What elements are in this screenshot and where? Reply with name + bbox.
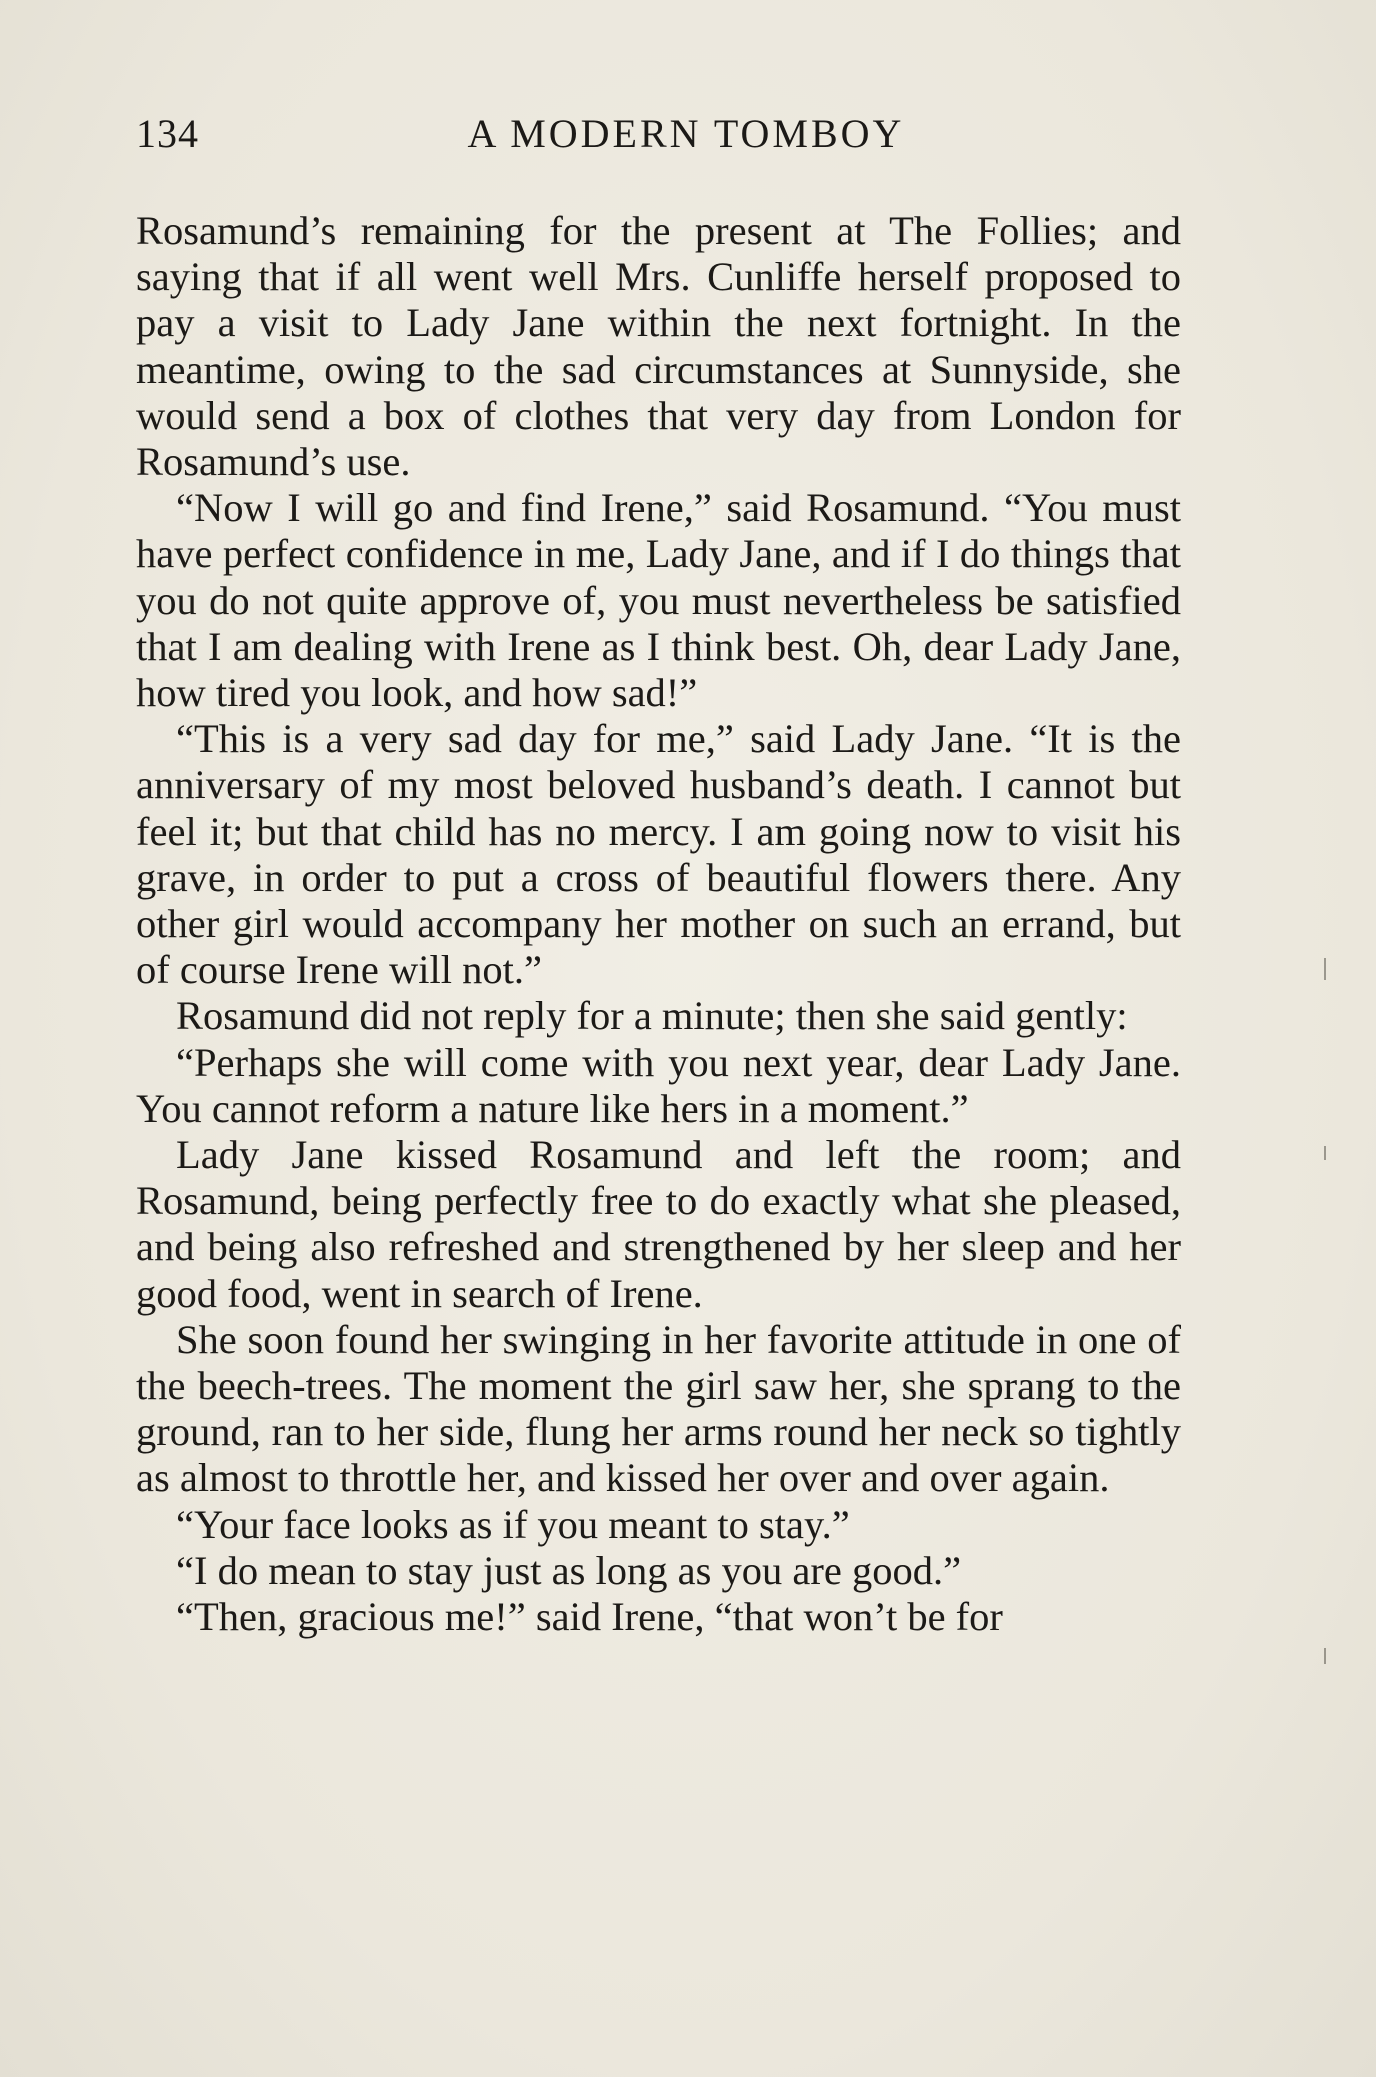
paragraph-1: Rosamund’s remaining for the present at The Follies; and saying that if all went well Mrs. Cunliffe herself proposed to pay a visit to Lady Jane within the next fortnight. In the meantime, owing to the sad circumstances at Sunnyside, she would send a box of clothes that very day from London for Rosamund’s use. [136, 208, 1181, 485]
paragraph-4: Rosamund did not reply for a minute; then she said gently: [176, 993, 1128, 1039]
paragraph-8: “Your face looks as if you meant to stay.” [176, 1501, 850, 1547]
paragraph-2: “Now I will go and find Irene,” said Rosamund. “You must have perfect confidence in me, Lady Jane, and if I do things that you do not quite approve of, you must nevertheless be satisfied that I am dealing with Irene as I think best. Oh, dear Lady Jane, how tired you look, and how sad!” [136, 485, 1181, 716]
body-text [136, 208, 1181, 1640]
margin-mark [1324, 1648, 1326, 1664]
paragraph-5: “Perhaps she will come with you next year, dear Lady Jane. You cannot reform a nature like hers in a moment.” [136, 1039, 1181, 1131]
paragraph-3: “This is a very sad day for me,” said Lady Jane. “It is the anniversary of my most beloved husband’s death. I cannot but feel it; but that child has no mercy. I am going now to visit his grave, in order to put a cross of beautiful flowers there. Any other girl would accompany her mother on such an errand, but of course Irene will not.” [136, 716, 1181, 993]
paragraph-9: “I do mean to stay just as long as you are good.” [176, 1547, 962, 1593]
paragraph-7: She soon found her swinging in her favorite attitude in one of the beech-trees. The moment the girl saw her, she sprang to the ground, ran to her side, flung her arms round her neck so tightly as almost to throttle her, and kissed her over and over again. [136, 1316, 1181, 1501]
margin-mark [1324, 1146, 1326, 1160]
running-title: A MODERN TOMBOY [467, 111, 905, 156]
page-header [136, 110, 1176, 170]
paragraph-10: “Then, gracious me!” said Irene, “that won’t be for [176, 1594, 1003, 1640]
paragraph-6: Lady Jane kissed Rosamund and left the room; and Rosamund, being perfectly free to do exactly what she pleased, and being also refreshed and strengthened by her sleep and her good food, went in search of Irene. [136, 1132, 1181, 1316]
margin-mark [1324, 958, 1326, 980]
page-number: 134 [136, 111, 199, 156]
